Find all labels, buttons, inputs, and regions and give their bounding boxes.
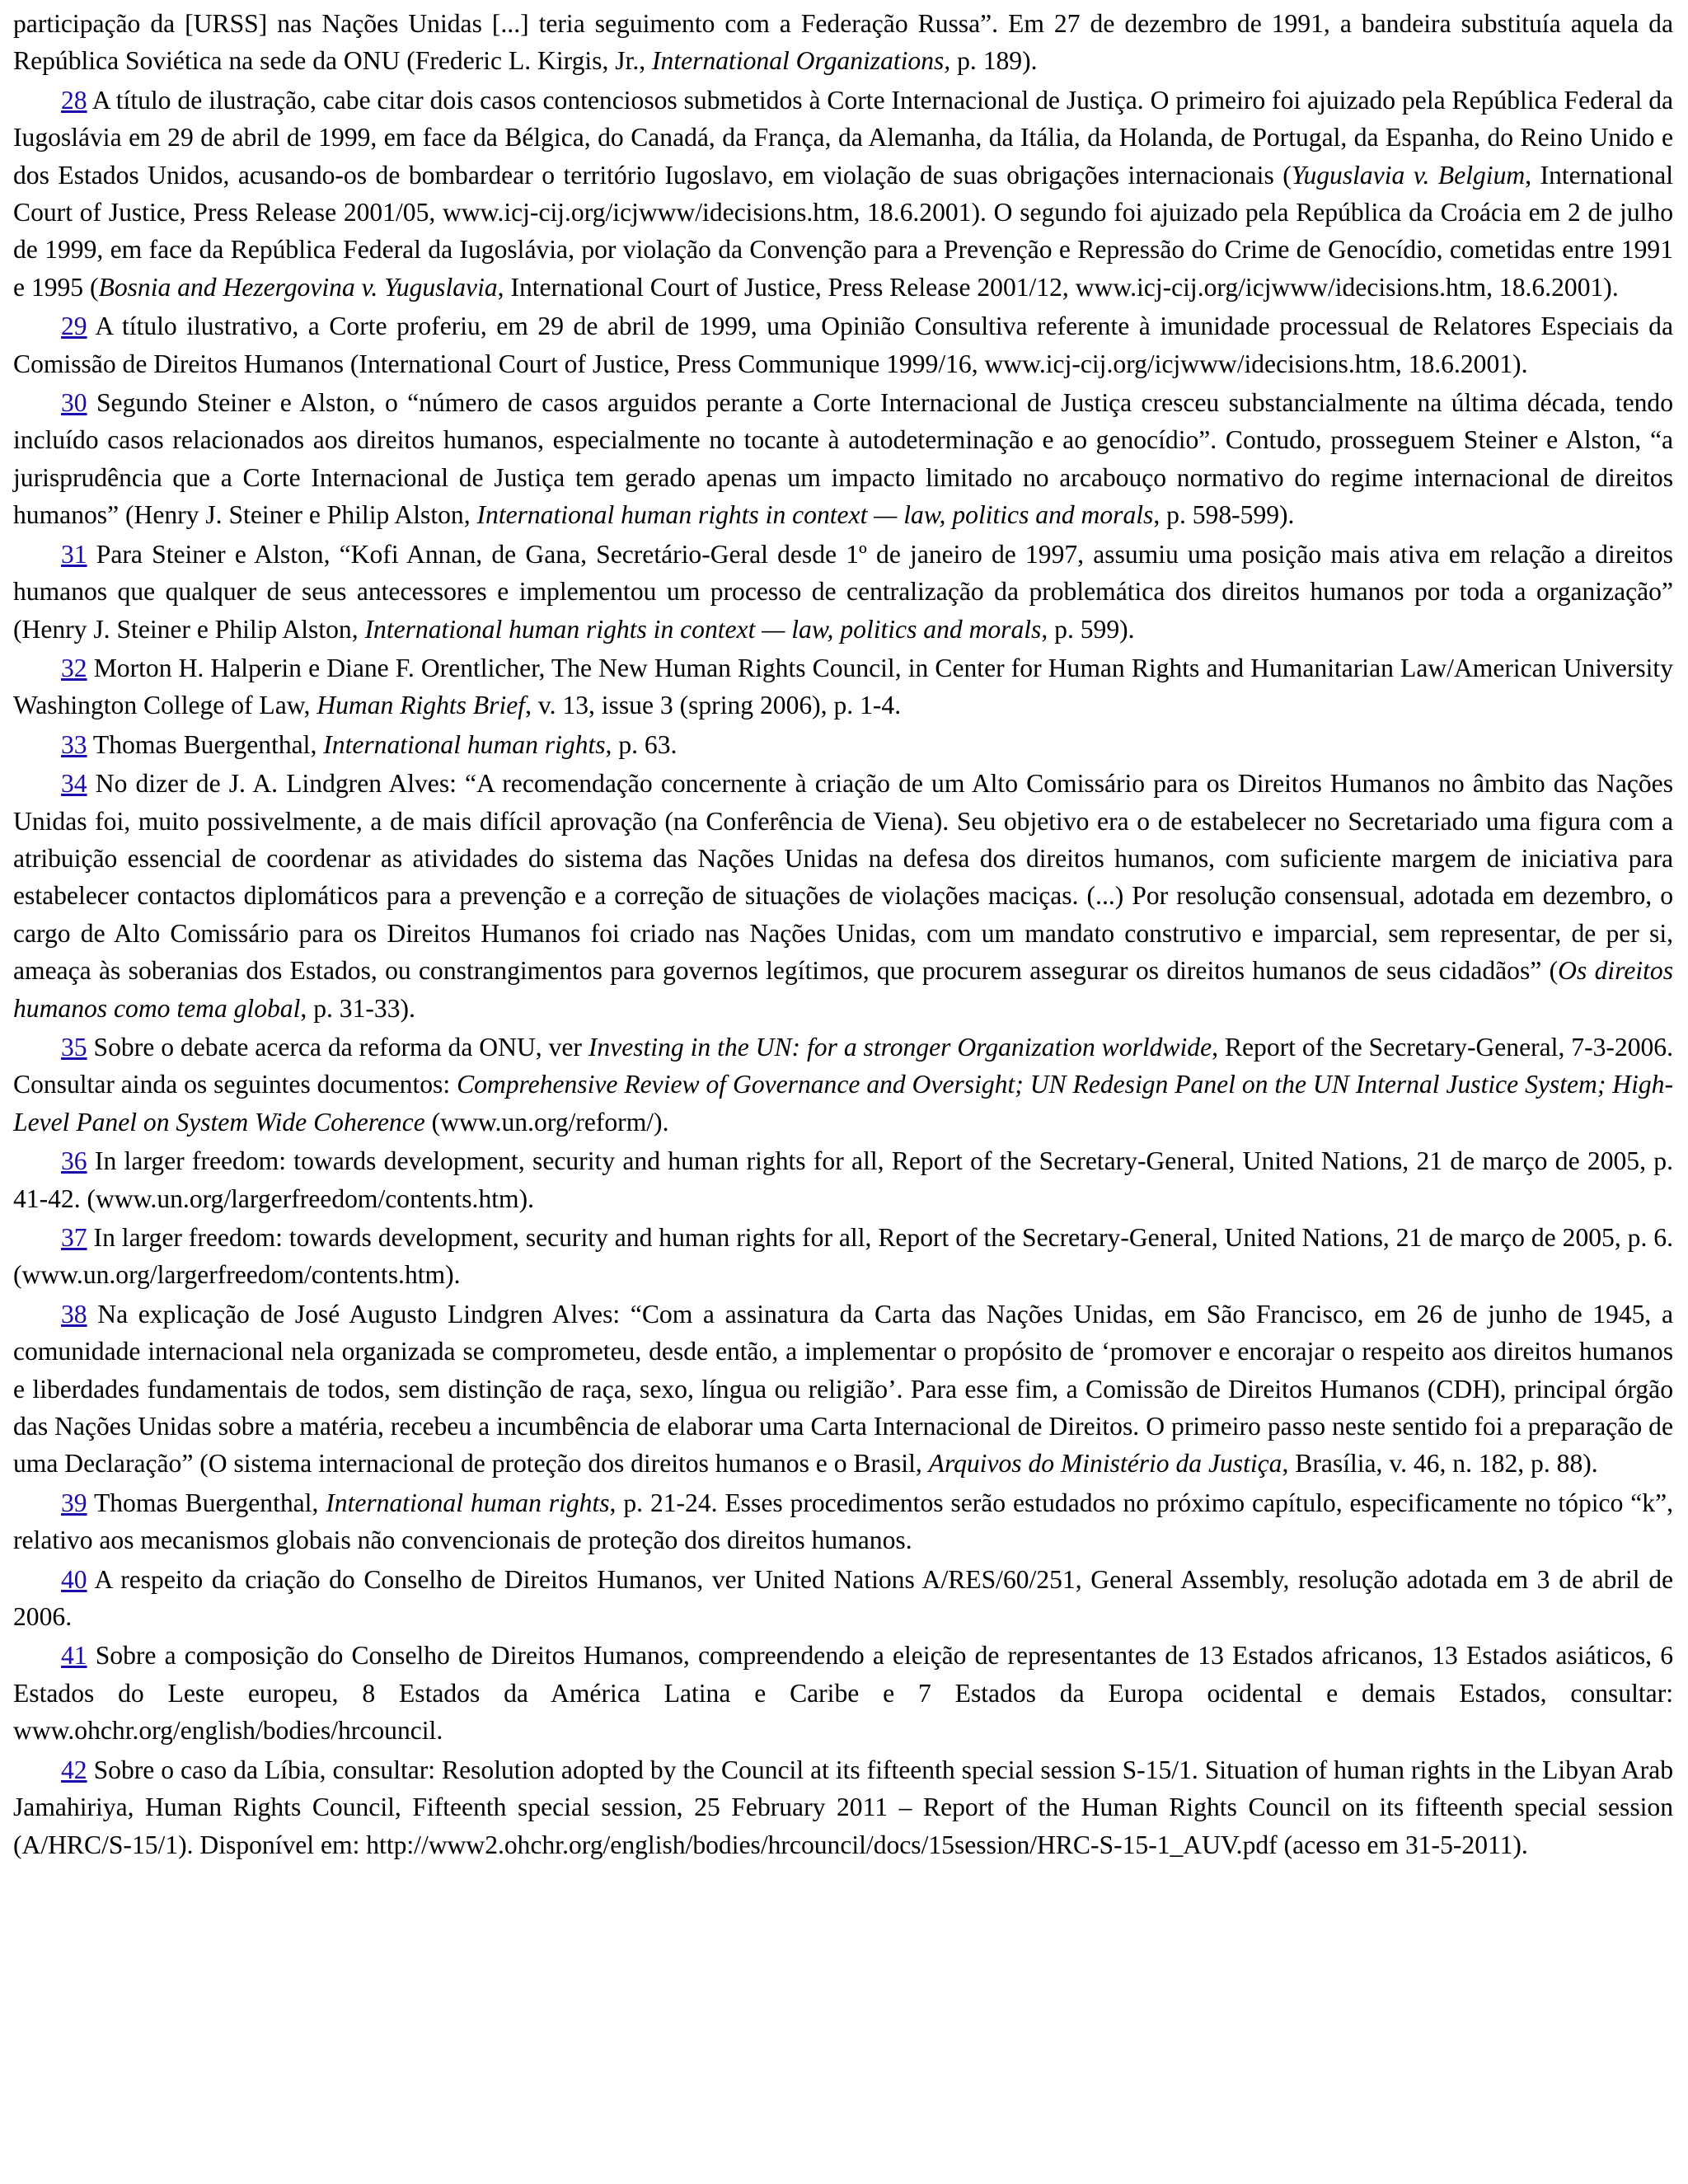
- italic-citation-text: Yuguslavia v. Belgium: [1291, 160, 1526, 190]
- italic-citation-text: Arquivos do Ministério da Justiça: [928, 1449, 1282, 1479]
- footnote-number-link[interactable]: 28: [61, 85, 87, 115]
- footnote-number-link[interactable]: 36: [61, 1146, 87, 1176]
- footnote-text: , Report of the Secretary-General, 7-3-2006. Consultar ainda os seguintes documentos:: [13, 1032, 1674, 1099]
- footnote-number-link[interactable]: 30: [61, 388, 87, 418]
- footnote-number-link[interactable]: 38: [61, 1299, 87, 1329]
- footnote-number-link[interactable]: 33: [61, 729, 87, 759]
- footnote-text: , International Court of Justice, Press Release 2001/12, www.icj-cij.org/icjwww/idecisions.htm, 18.6.2001).: [497, 272, 1619, 302]
- footnote-text: In larger freedom: towards development, security and human rights for all, Report of the Secretary-General, United Nations, 21 de março de 2005, p. 6. (www.un.org/largerfreedom/contents.htm).: [13, 1223, 1673, 1290]
- italic-citation-text: International human rights in context — law, politics and morals: [476, 500, 1154, 530]
- footnote-text: No dizer de J. A. Lindgren Alves: “A recomendação concernente à criação de um Alto Comissário para os Direitos Humanos no âmbito das Nações Unidas foi, muito possivelmente, a de mais difícil aprovação (na Conferência de Viena). Seu objetivo era o de estabelecer no Secretariado uma figura com a atribuição essencial de coordenar as atividades do sistema das Nações Unidas na defesa dos direitos humanos, com suficiente margem de iniciativa para estabelecer contactos diplomáticos para a prevenção e a correção de situações de violações maciças. (...) Por resolução consensual, adotada em dezembro, o cargo de Alto Comissário para os Direitos Humanos foi criado nas Nações Unidas, com um mandato construtivo e imparcial, sem representar, de per si, ameaça às soberanias dos Estados, ou constrangimentos para governos legítimos, que procurem assegurar os direitos humanos de seus cidadãos” (: [13, 769, 1673, 986]
- italic-citation-text: Os direitos humanos como tema global: [13, 956, 1673, 1023]
- footnotes-list: [13, 82, 1673, 1863]
- footnote-text: A título ilustrativo, a Corte proferiu, em 29 de abril de 1999, uma Opinião Consultiva referente à imunidade processual de Relatores Especiais da Comissão de Direitos Humanos (International Court of Justice, Press Communique 1999/16, www.icj-cij.org/icjwww/idecisions.htm, 18.6.2001).: [13, 312, 1673, 378]
- footnote-number-link[interactable]: 35: [61, 1032, 87, 1062]
- footnote-text: A respeito da criação do Conselho de Direitos Humanos, ver United Nations A/RES/60/251, General Assembly, resolução adotada em 3 de abril de 2006.: [13, 1564, 1674, 1632]
- footnote-text: Para Steiner e Alston, “Kofi Annan, de Gana, Secretário-Geral desde 1º de janeiro de 1997, assumiu uma posição mais ativa em relação a direitos humanos que qualquer de seus antecessores e implementou um processo de centralização da problemática dos direitos humanos por toda a organização” (Henry J. Steiner e Philip Alston,: [13, 539, 1673, 644]
- footnote-37: [13, 1219, 1673, 1294]
- italic-citation-text: International Organizations,: [652, 46, 951, 76]
- footnote-number-link[interactable]: 29: [61, 312, 87, 341]
- footnote-29: [13, 307, 1673, 382]
- footnote-42: [13, 1751, 1673, 1863]
- footnote-41: [13, 1637, 1673, 1749]
- footnote-text: , p. 21-24. Esses procedimentos serão estudados no próximo capítulo, especificamente no tópico “k”, relativo aos mecanismos globais não convencionais de proteção dos direitos humanos.: [13, 1488, 1674, 1555]
- footnote-34: [13, 765, 1673, 1027]
- footnote-text: A título de ilustração, cabe citar dois casos contenciosos submetidos à Corte Internacional de Justiça. O primeiro foi ajuizado pela República Federal da Iugoslávia em 29 de abril de 1999, em face da Bélgica, do Canadá, da França, da Alemanha, da Itália, da Holanda, de Portugal, da Espanha, do Reino Unido e dos Estados Unidos, acusando-os de bombardear o território Iugoslavo, em violação de suas obrigações internacionais (: [13, 85, 1674, 190]
- footnote-text: p. 189).: [950, 46, 1038, 76]
- footnote-30: [13, 384, 1673, 534]
- footnote-continuation: [13, 5, 1673, 80]
- footnotes-page: [13, 5, 1673, 1863]
- footnote-text: In larger freedom: towards development, security and human rights for all, Report of the Secretary-General, United Nations, 21 de março de 2005, p. 41-42. (www.un.org/largerfreedom/contents.htm).: [13, 1146, 1673, 1213]
- footnote-text: (www.un.org/reform/).: [424, 1107, 669, 1137]
- footnote-text: Sobre a composição do Conselho de Direitos Humanos, compreendendo a eleição de representantes de 13 Estados africanos, 13 Estados asiáticos, 6 Estados do Leste europeu, 8 Estados da América Latina e Caribe e 7 Estados da Europa ocidental e demais Estados, consultar: www.ohchr.org/english/bodies/hrcouncil.: [13, 1641, 1673, 1746]
- italic-citation-text: International human rights: [323, 729, 606, 759]
- footnote-text: participação da [URSS] nas Nações Unidas [...] teria seguimento com a Federação Russa”. Em 27 de dezembro de 1991, a bandeira substituía aquela da República Soviética na sede da ONU (Frederic L. Kirgis, Jr.,: [13, 9, 1673, 76]
- footnote-text: Sobre o debate acerca da reforma da ONU, ver: [93, 1032, 588, 1062]
- footnote-text: , p. 599).: [1041, 614, 1135, 644]
- footnote-text: Thomas Buergenthal,: [92, 729, 324, 759]
- footnote-text: , International Court of Justice, Press Release 2001/05, www.icj-cij.org/icjwww/idecisions.htm, 18.6.2001). O segundo foi ajuizado pela República da Croácia em 2 de julho de 1999, em face da República Federal da Iugoslávia, por violação da Convenção para a Prevenção e Repressão do Crime de Genocídio, cometidas entre 1991 e 1995 (: [13, 160, 1673, 302]
- footnote-text: , Brasília, v. 46, n. 182, p. 88).: [1282, 1449, 1598, 1479]
- footnote-number-link[interactable]: 31: [61, 539, 87, 569]
- italic-citation-text: Investing in the UN: for a stronger Organization worldwide: [588, 1032, 1212, 1062]
- footnote-number-link[interactable]: 40: [61, 1564, 87, 1594]
- footnote-number-link[interactable]: 34: [61, 769, 87, 799]
- footnote-32: [13, 649, 1673, 724]
- footnote-text: Segundo Steiner e Alston, o “número de casos arguidos perante a Corte Internacional de Justiça cresceu substancialmente na última década, tendo incluído casos relacionados aos direitos humanos, especialmente no tocante à autodeterminação e ao genocídio”. Contudo, prosseguem Steiner e Alston, “a jurisprudência que a Corte Internacional de Justiça tem gerado apenas um impacto limitado no arcabouço normativo do regime internacional de direitos humanos” (Henry J. Steiner e Philip Alston,: [13, 388, 1673, 530]
- italic-citation-text: International human rights: [326, 1488, 610, 1517]
- footnote-text: Thomas Buergenthal,: [93, 1488, 326, 1517]
- italic-citation-text: Comprehensive Review of Governance and Oversight; UN Redesign Panel on the UN Internal Justice System; High-Level Panel on System Wide Coherence: [13, 1070, 1673, 1137]
- footnote-39: [13, 1484, 1673, 1559]
- footnote-number-link[interactable]: 37: [61, 1223, 87, 1252]
- footnote-number-link[interactable]: 41: [61, 1641, 87, 1671]
- footnote-28: [13, 82, 1673, 306]
- footnote-40: [13, 1561, 1673, 1636]
- italic-citation-text: Bosnia and Hezergovina v. Yuguslavia: [98, 272, 498, 302]
- footnote-number-link[interactable]: 32: [61, 653, 87, 682]
- footnote-text: , p. 598-599).: [1153, 500, 1295, 530]
- footnote-33: [13, 726, 1673, 763]
- footnote-text: Na explicação de José Augusto Lindgren Alves: “Com a assinatura da Carta das Nações Unidas, em São Francisco, em 26 de junho de 1945, a comunidade internacional nela organizada se comprometeu, desde então, a implementar o propósito de ‘promover e encorajar o respeito aos direitos humanos e liberdades fundamentais de todos, sem distinção de raça, sexo, língua ou religião’. Para esse fim, a Comissão de Direitos Humanos (CDH), principal órgão das Nações Unidas sobre a matéria, recebeu a incumbência de elaborar uma Carta Internacional de Direitos. O primeiro passo neste sentido foi a preparação de uma Declaração” (O sistema internacional de proteção dos direitos humanos e o Brasil,: [13, 1299, 1673, 1479]
- italic-citation-text: International human rights in context — law, politics and morals: [364, 614, 1042, 644]
- italic-citation-text: Human Rights Brief: [316, 691, 526, 720]
- footnote-31: [13, 536, 1673, 648]
- footnote-38: [13, 1296, 1673, 1483]
- footnote-text: , p. 31-33).: [300, 993, 415, 1023]
- footnote-number-link[interactable]: 42: [61, 1755, 87, 1784]
- footnote-number-link[interactable]: 39: [61, 1488, 87, 1517]
- footnote-text: Sobre o caso da Líbia, consultar: Resolution adopted by the Council at its fifteenth special session S-15/1. Situation of human rights in the Libyan Arab Jamahiriya, Human Rights Council, Fifteenth special session, 25 February 2011 – Report of the Human Rights Council on its fifteenth special session (A/HRC/S-15/1). Disponível em: http://www2.ohchr.org/english/bodies/hrcouncil/docs/15session/HRC-S-15-1_AUV.pdf (acesso em 31-5-2011).: [13, 1755, 1673, 1859]
- footnote-text: Morton H. Halperin e Diane F. Orentlicher, The New Human Rights Council, in Center for Human Rights and Humanitarian Law/American University Washington College of Law,: [13, 653, 1673, 720]
- footnote-36: [13, 1142, 1673, 1217]
- footnote-text: , v. 13, issue 3 (spring 2006), p. 1-4.: [525, 691, 902, 720]
- footnote-text: , p. 63.: [605, 729, 678, 759]
- footnote-35: [13, 1029, 1673, 1141]
